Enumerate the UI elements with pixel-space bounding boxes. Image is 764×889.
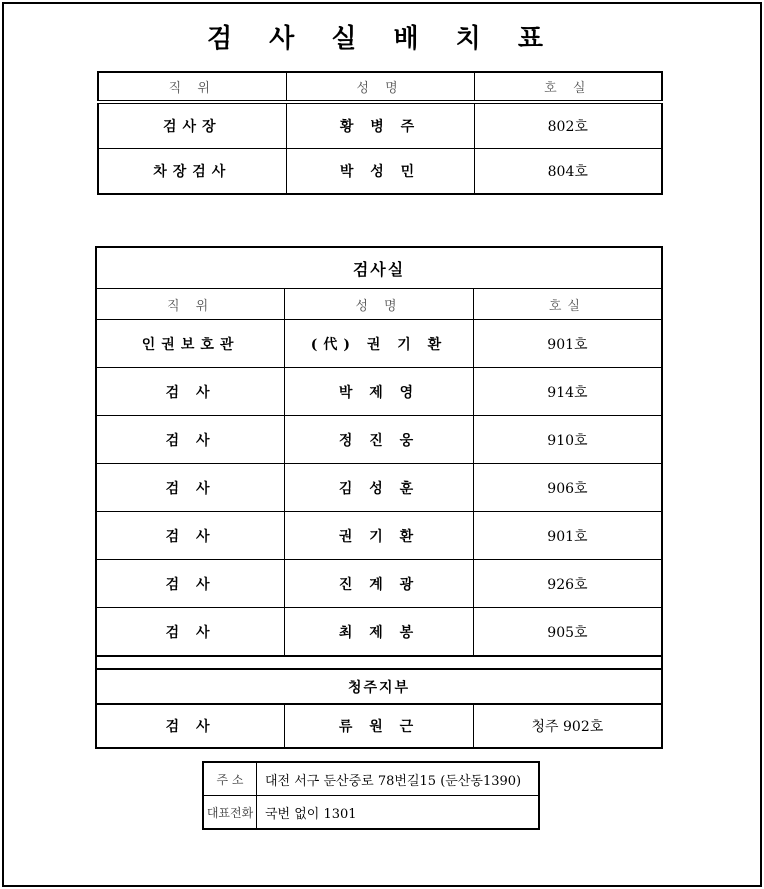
table-row: [96, 704, 662, 748]
table-row: [96, 464, 662, 512]
section-title: 검사실: [96, 247, 662, 289]
contact-info-table: [202, 761, 540, 830]
table-row: [96, 608, 662, 657]
name-cell: 정 진 웅: [285, 416, 474, 464]
room-cell: 926호: [473, 560, 662, 608]
name-cell: 황 병 주: [286, 102, 474, 149]
table-row: [96, 320, 662, 368]
address-value: 대전 서구 둔산중로 78번길15 (둔산동1390): [257, 762, 540, 796]
position-cell: 검 사: [96, 512, 285, 560]
header-position: 직 위: [96, 289, 285, 320]
room-cell: 청주 902호: [473, 704, 662, 748]
position-cell: 차장검사: [98, 149, 286, 195]
name-cell: 류 원 근: [285, 704, 474, 748]
position-cell: 검 사: [96, 464, 285, 512]
room-cell: 901호: [473, 512, 662, 560]
address-row: [203, 762, 539, 796]
address-label: 주 소: [203, 762, 257, 796]
table-row: [96, 512, 662, 560]
room-cell: 906호: [473, 464, 662, 512]
room-cell: 901호: [473, 320, 662, 368]
header-position: 직 위: [98, 72, 286, 102]
header-room: 호실: [473, 289, 662, 320]
room-cell: 804호: [474, 149, 662, 195]
spacer-row: [96, 656, 662, 669]
page-title: 검 사 실 배 치 표: [207, 24, 557, 54]
name-cell: 최 제 봉: [285, 608, 474, 657]
position-cell: 검 사: [96, 560, 285, 608]
branch-title: 청주지부: [96, 669, 662, 704]
name-cell: (代) 권 기 환: [285, 320, 474, 368]
room-cell: 910호: [473, 416, 662, 464]
spacer-cell: [96, 656, 662, 669]
phone-label: 대표전화: [203, 796, 257, 830]
position-cell: 검 사: [96, 368, 285, 416]
table-row: [98, 149, 662, 195]
prosecutor-room-table: [95, 246, 663, 749]
room-cell: 914호: [473, 368, 662, 416]
name-cell: 김 성 훈: [285, 464, 474, 512]
header-name: 성 명: [285, 289, 474, 320]
header-room: 호 실: [474, 72, 662, 102]
table-row: [96, 416, 662, 464]
header-name: 성 명: [286, 72, 474, 102]
position-cell: 검사장: [98, 102, 286, 149]
phone-value: 국번 없이 1301: [257, 796, 540, 830]
branch-title-row: [96, 669, 662, 704]
table-header-row: [98, 72, 662, 102]
table-row: [96, 368, 662, 416]
section-title-row: [96, 247, 662, 289]
position-cell: 검 사: [96, 704, 285, 748]
name-cell: 박 성 민: [286, 149, 474, 195]
room-cell: 905호: [473, 608, 662, 657]
leadership-table: [97, 71, 663, 195]
position-cell: 검 사: [96, 416, 285, 464]
name-cell: 권 기 환: [285, 512, 474, 560]
position-cell: 인권보호관: [96, 320, 285, 368]
phone-row: [203, 796, 539, 830]
name-cell: 진 계 광: [285, 560, 474, 608]
position-cell: 검 사: [96, 608, 285, 657]
table-row: [98, 102, 662, 149]
table-row: [96, 560, 662, 608]
name-cell: 박 제 영: [285, 368, 474, 416]
room-cell: 802호: [474, 102, 662, 149]
table-header-row: [96, 289, 662, 320]
